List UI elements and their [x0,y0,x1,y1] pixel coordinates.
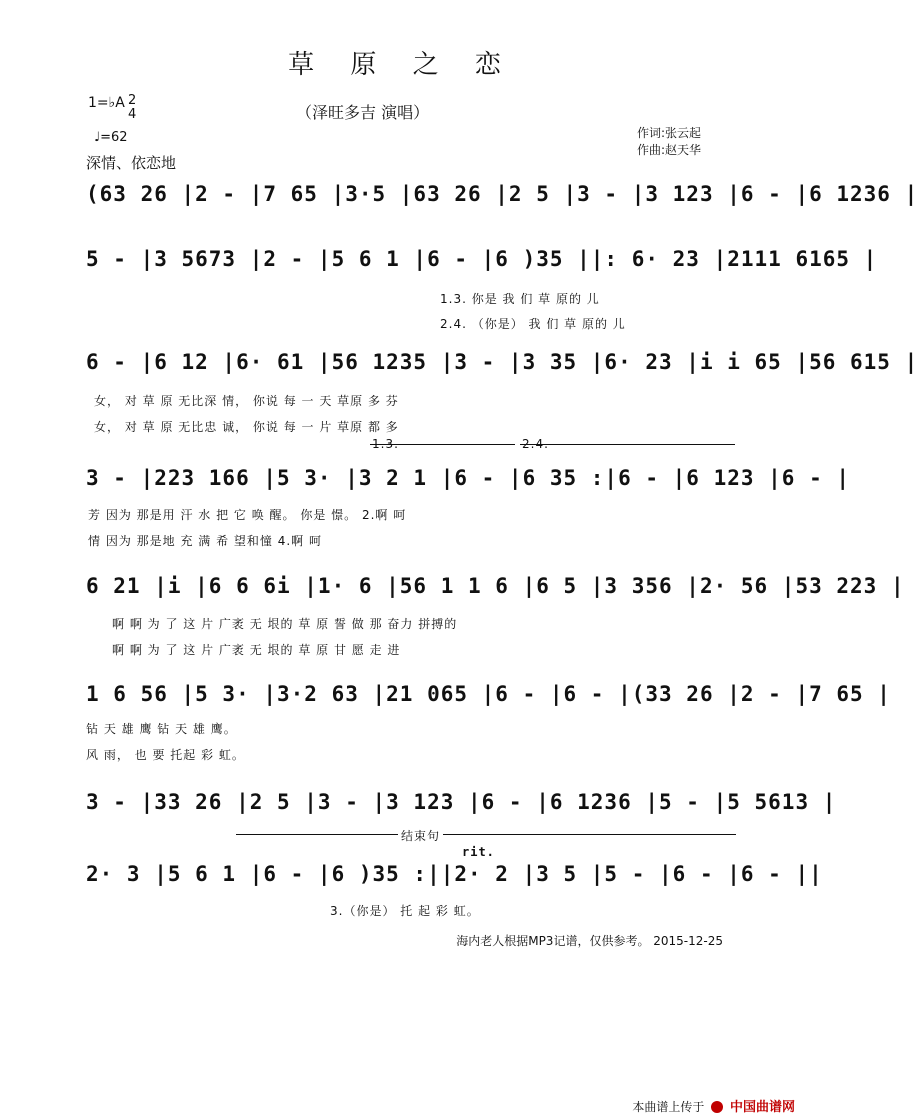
system-5-lyric-2: 啊 啊 为 了 这 片 广袤 无 垠的 草 原 甘 愿 走 进 [112,643,401,657]
system-8-notes: 2· 3 |5 6 1 |6 - |6 )35 :||2· 2 |3 5 |5 - |6 - |6 - || [86,862,823,886]
time-signature-top: 2 [128,93,137,108]
footer-prefix: 本曲谱上传于 [632,1100,705,1114]
system-5-notes: 6 21 |i |6 6 6i |1· 6 |56 1 1 6 |6 5 |3 356 |2· 56 |53 223 | [86,574,905,598]
site-logo-icon [711,1101,723,1113]
footer-brand: 中国曲谱网 [729,1100,795,1115]
transcription-note: 海内老人根据MP3记谱，仅供参考。 2015-12-25 [456,934,723,948]
system-5-lyric-1: 啊 啊 为 了 这 片 广袤 无 垠的 草 原 誓 做 那 奋力 拼搏的 [112,617,458,631]
system-4-notes: 3 - |223 166 |5 3· |3 2 1 |6 - |6 35 :|6 - |6 123 |6 - | [86,466,851,490]
key-signature: 1=♭A [88,95,125,111]
volta-2-label: 2.4. [522,437,549,451]
tempo-marking: ♩=62 [94,130,128,145]
credits [637,125,701,159]
system-3-notes: 6 - |6 12 |6· 61 |56 1235 |3 - |3 35 |6· 23 |i i 65 |56 615 | [86,350,918,374]
system-2-lyric-1: 1.3. 你是 我 们 草 原的 儿 [440,292,600,306]
upload-footer [632,1096,795,1115]
system-3-lyric-2: 女， 对 草 原 无比忠 诚， 你说 每 一 片 草原 都 多 [94,420,399,434]
system-3-lyric-1: 女， 对 草 原 无比深 情， 你说 每 一 天 草原 多 芬 [94,394,399,408]
time-signature-bottom: 4 [128,107,137,122]
system-7-notes: 3 - |33 26 |2 5 |3 - |3 123 |6 - |6 1236 |5 - |5 5613 | [86,790,837,814]
coda-label: 结束句 [398,827,443,844]
expression-marking: 深情、依恋地 [86,154,177,172]
system-6-lyric-1: 钻 天 雄 鹰 钻 天 雄 鹰。 [86,722,237,736]
volta-1-label: 1.3. [372,437,399,451]
ending-bracket [236,834,736,835]
system-4-lyric-2: 情 因为 那是地 充 满 希 望和憧 4.啊 呵 [88,534,322,548]
system-6-notes: 1 6 56 |5 3· |3·2 63 |21 065 |6 - |6 - |(33 26 |2 - |7 65 | [86,682,891,706]
lyricist: 作词:张云起 [637,126,702,140]
system-6-lyric-2: 风 雨， 也 要 托起 彩 虹。 [86,748,245,762]
volta-2-bracket [520,444,735,445]
system-8-lyric-1: 3.（你是） 托 起 彩 虹。 [330,904,480,918]
system-2-lyric-2: 2.4. （你是） 我 们 草 原的 儿 [440,317,626,331]
time-signature [128,94,136,122]
singer-credit: （泽旺多吉 演唱） [296,103,430,122]
system-2-notes: 5 - |3 5673 |2 - |5 6 1 |6 - |6 )35 ||: 6· 23 |2111 6165 | [86,247,878,271]
system-4-lyric-1: 芳 因为 那是用 汗 水 把 它 唤 醒。 你是 憬。 2.啊 呵 [88,508,407,522]
composer: 作曲:赵天华 [637,143,702,157]
song-title: 草 原 之 恋 [288,50,515,80]
ritardando-marking: rit. [462,845,495,859]
system-1-notes: (63 26 |2 - |7 65 |3·5 |63 26 |2 5 |3 - |3 123 |6 - |6 1236 | [86,182,918,206]
